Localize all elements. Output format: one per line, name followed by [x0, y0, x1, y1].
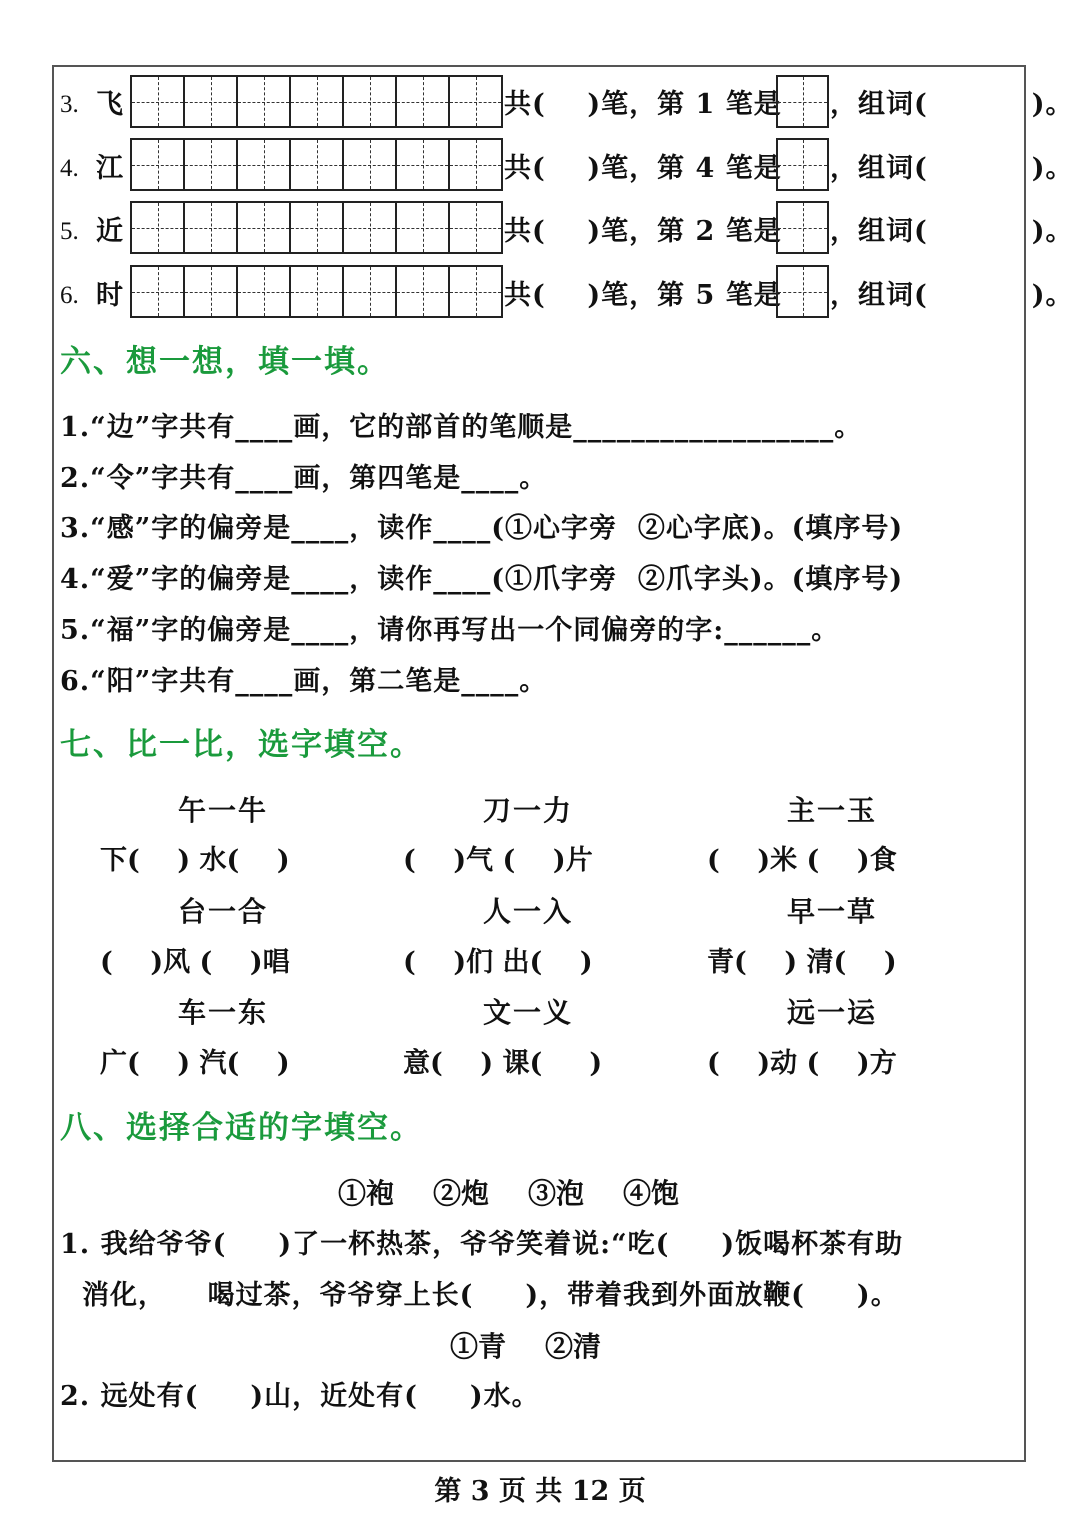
stroke-count-prompt: 共( )笔，第 2 笔是	[504, 216, 782, 247]
section-heading: 七、比一比，选字填空。	[60, 727, 423, 763]
practice-character: 近	[96, 216, 124, 247]
word-prompt: ，组词( )。	[830, 280, 1074, 311]
tianzige-grid[interactable]	[130, 265, 503, 318]
row-number: 6.	[60, 282, 79, 309]
character-pair: 人一入	[482, 895, 573, 928]
fill-blank[interactable]: ( )们 出( )	[403, 947, 593, 978]
fill-blank[interactable]: ( )风 ( )唱	[100, 947, 290, 978]
fill-blank[interactable]: 意( ) 课( )	[403, 1048, 603, 1079]
word-prompt: ，组词( )。	[830, 89, 1074, 120]
character-pair: 早一草	[786, 895, 877, 928]
fill-blank[interactable]: 下( ) 水( )	[100, 845, 290, 876]
row-number: 4.	[60, 155, 79, 182]
tianzige-grid[interactable]	[130, 138, 503, 191]
tianzige-grid[interactable]	[130, 201, 503, 254]
question-item[interactable]: 6.“阳”字共有____画，第二笔是____。	[60, 666, 548, 697]
stroke-answer-box[interactable]	[776, 75, 829, 128]
row-number: 5.	[60, 218, 79, 245]
word-prompt: ，组词( )。	[830, 216, 1074, 247]
stroke-count-prompt: 共( )笔，第 1 笔是	[504, 89, 782, 120]
fill-blank[interactable]: ( )米 ( )食	[707, 845, 897, 876]
choice-options: ①青 ②清	[450, 1330, 601, 1363]
stroke-answer-box[interactable]	[776, 265, 829, 318]
word-prompt: ，组词( )。	[830, 153, 1074, 184]
row-number: 3.	[60, 91, 79, 118]
fill-blank[interactable]: 青( ) 清( )	[707, 947, 897, 978]
tianzige-grid[interactable]	[130, 75, 503, 128]
character-pair: 远一运	[786, 996, 877, 1029]
character-pair: 台一合	[177, 895, 268, 928]
practice-character: 江	[96, 153, 124, 184]
section-heading: 八、选择合适的字填空。	[60, 1110, 423, 1146]
stroke-answer-box[interactable]	[776, 138, 829, 191]
stroke-answer-box[interactable]	[776, 201, 829, 254]
page-number-footer: 第 3 页 共 12 页	[434, 1476, 646, 1507]
question-item[interactable]: 5.“福”字的偏旁是____，请你再写出一个同偏旁的字:______。	[60, 615, 840, 646]
character-pair: 午一牛	[177, 794, 268, 827]
stroke-count-prompt: 共( )笔，第 5 笔是	[504, 280, 782, 311]
character-pair: 车一东	[177, 996, 268, 1029]
question-item[interactable]: 2.“令”字共有____画，第四笔是____。	[60, 463, 548, 494]
character-pair: 刀一力	[482, 794, 573, 827]
practice-character: 飞	[96, 89, 124, 120]
question-item[interactable]: 1.“边”字共有____画，它的部首的笔顺是__________________。	[60, 412, 863, 443]
choice-options: ①袍 ②炮 ③泡 ④饱	[338, 1177, 679, 1210]
stroke-count-prompt: 共( )笔，第 4 笔是	[504, 153, 782, 184]
character-pair: 文一义	[482, 996, 573, 1029]
question-item[interactable]: 4.“爱”字的偏旁是____，读作____(①爪字旁 ②爪字头)。(填序号)	[60, 564, 904, 595]
question-item[interactable]: 3.“感”字的偏旁是____，读作____(①心字旁 ②心字底)。(填序号)	[60, 513, 904, 544]
character-pair: 主一玉	[786, 794, 877, 827]
question-item[interactable]: 2. 远处有( )山，近处有( )水。	[60, 1381, 540, 1412]
question-item-continuation[interactable]: 消化， 喝过茶，爷爷穿上长( )，带着我到外面放鞭( )。	[82, 1280, 899, 1311]
fill-blank[interactable]: ( )动 ( )方	[707, 1048, 897, 1079]
fill-blank[interactable]: 广( ) 汽( )	[100, 1048, 290, 1079]
fill-blank[interactable]: ( )气 ( )片	[403, 845, 593, 876]
practice-character: 时	[96, 280, 124, 311]
section-heading: 六、想一想，填一填。	[60, 344, 390, 380]
question-item[interactable]: 1. 我给爷爷( )了一杯热茶，爷爷笑着说:“吃( )饭喝杯茶有助	[60, 1229, 904, 1260]
